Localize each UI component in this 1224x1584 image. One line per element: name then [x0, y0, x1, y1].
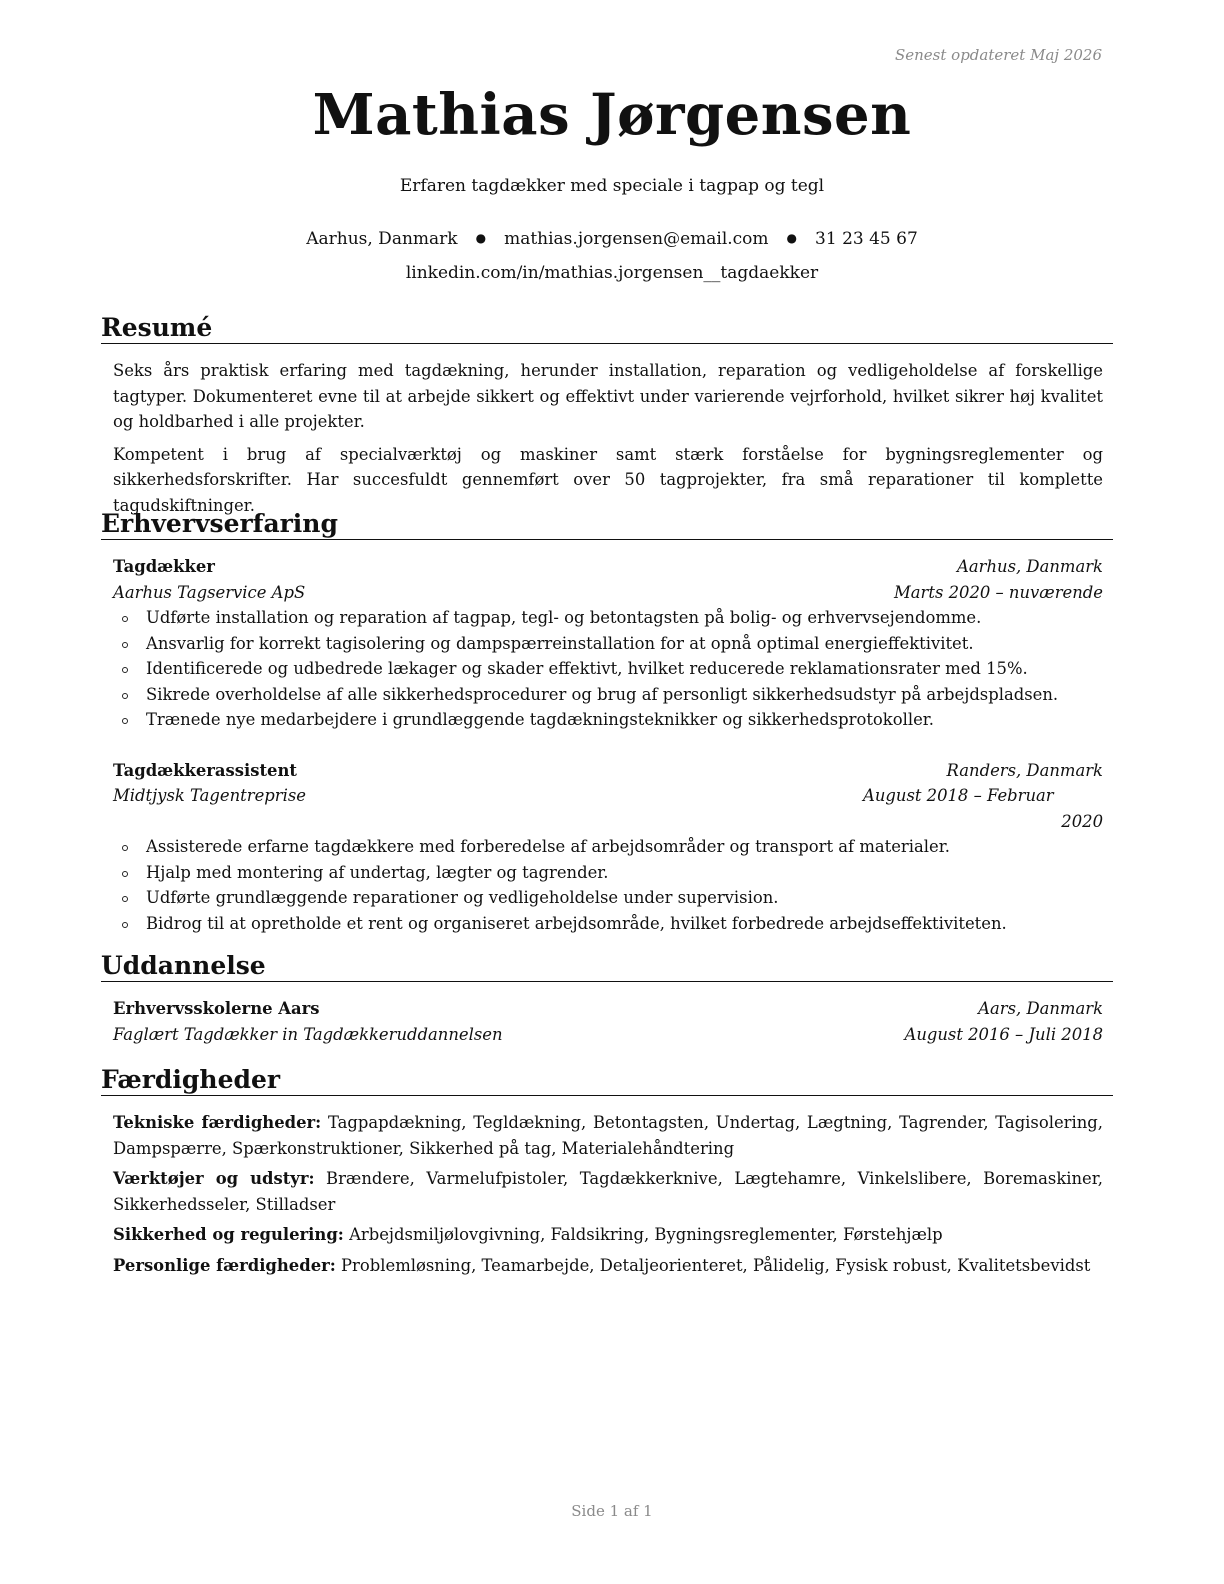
skill-group [113, 1166, 1103, 1217]
summary-paragraph: Seks års praktisk erfaring med tagdækning, herunder installation, reparation og vedligeholdelse af forskellige tagtyper. Dokumenteret evne til at arbejde sikkert og effektivt under varierende vejrforhold, hvilket sikrer høj kvalitet og holdbarhed i alle projekter. [113, 361, 1103, 431]
job-entry [113, 554, 1103, 733]
contact-line [0, 229, 1224, 249]
list-item: Trænede nye medarbejdere i grundlæggende tagdækningsteknikker og sikkerhedsprotokoller. [113, 707, 1103, 733]
section-title: Uddannelse [101, 951, 1113, 982]
list-item: Identificerede og udbedrede lækager og skader effektivt, hvilket reducerede reklamationsrater med 15%. [113, 656, 1103, 682]
candidate-name: Mathias Jørgensen [312, 82, 912, 148]
job-location: Randers, Danmark [946, 760, 1103, 780]
education-dates: August 2016 – Juli 2018 [904, 1024, 1103, 1044]
job-dates-line: August 2018 – Februar [863, 786, 1054, 805]
school-name: Erhvervsskolerne Aars [113, 999, 320, 1018]
skill-text: Arbejdsmiljølovgivning, Faldsikring, Bygningsreglementer, Førstehjælp [349, 1225, 943, 1244]
skill-text: Problemløsning, Teamarbejde, Detaljeorienteret, Pålidelig, Fysisk robust, Kvalitetsbevidst [341, 1255, 1091, 1275]
section-title: Resumé [101, 313, 1113, 344]
location: Aarhus, Danmark [306, 229, 458, 249]
summary-paragraph: Kompetent i brug af specialværktøj og maskiner samt stærk forståelse for bygningsreglementer og sikkerhedsforskrifter. Har succesfuldt gennemført over 50 tagprojekter, fra små reparationer til komplette tagudskiftninger. [113, 444, 1103, 515]
skills-section [101, 1065, 1113, 1278]
linkedin-link[interactable]: linkedin.com/in/mathias.jorgensen__tagdaekker [405, 263, 819, 283]
phone: 31 23 45 67 [815, 229, 918, 249]
list-item: Assisterede erfarne tagdækkere med forberedelse af arbejdsområder og transport af materialer. [113, 834, 1103, 860]
job-company: Midtjysk Tagentreprise [113, 786, 306, 805]
skill-group [113, 1110, 1103, 1161]
job-role: Tagdækkerassistent [113, 760, 297, 780]
list-item: Ansvarlig for korrekt tagisolering og dampspærreinstallation for at opnå optimal energieffektivitet. [113, 631, 1103, 657]
last-updated: Senest opdateret Maj 2026 [894, 46, 1102, 64]
job-company: Aarhus Tagservice ApS [113, 582, 306, 602]
skill-group [113, 1253, 1103, 1279]
skill-label: Personlige færdigheder: [113, 1255, 336, 1275]
skill-label: Tekniske færdigheder: [113, 1113, 322, 1132]
skill-group [113, 1222, 1103, 1248]
list-item: Udførte grundlæggende reparationer og vedligeholdelse under supervision. [113, 885, 1103, 911]
skill-text: Brændere, Varmelufpistoler, Tagdækkerknive, Lægtehamre, Vinkelslibere, Boremaskiner, Sikkerhedsseler, Stilladser [113, 1169, 1103, 1214]
list-item: Hjalp med montering af undertag, lægter og tagrender. [113, 860, 1103, 886]
page-number: Side 1 af 1 [571, 1502, 653, 1520]
job-dates-line: 2020 [1061, 811, 1103, 831]
experience-section [101, 509, 1113, 936]
list-item: Sikrede overholdelse af alle sikkerhedsprocedurer og brug af personligt sikkerhedsudstyr på arbejdspladsen. [113, 682, 1103, 708]
skill-label: Sikkerhed og regulering: [113, 1225, 344, 1244]
skill-text: Tagpapdækning, Tegldækning, Betontagsten, Undertag, Lægtning, Tagrender, Tagisolering, Dampspærre, Spærkonstruktioner, Sikkerhed på tag, Materialehåndtering [113, 1113, 1103, 1158]
list-item: Bidrog til at opretholde et rent og organiseret arbejdsområde, hvilket forbedrede arbejdseffektiviteten. [113, 911, 1103, 937]
section-title: Færdigheder [101, 1065, 1113, 1096]
list-item: Udførte installation og reparation af tagpap, tegl- og betontagsten på bolig- og erhvervsejendomme. [113, 605, 1103, 631]
skill-label: Værktøjer og udstyr: [113, 1169, 315, 1188]
bullet-separator: ● [786, 231, 798, 245]
job-role: Tagdækker [113, 557, 215, 576]
section-title: Erhvervserfaring [101, 509, 1113, 540]
summary-section [101, 313, 1113, 518]
job-location: Aarhus, Danmark [957, 557, 1103, 576]
job-dates [863, 783, 1103, 834]
tagline: Erfaren tagdækker med speciale i tagpap og tegl [399, 176, 825, 196]
email-link[interactable]: mathias.jorgensen@email.com [504, 229, 769, 249]
job-entry [113, 758, 1103, 937]
education-section [101, 951, 1113, 1047]
bullet-separator: ● [475, 231, 487, 245]
school-location: Aars, Danmark [978, 999, 1103, 1018]
degree: Faglært Tagdækker in Tagdækkeruddannelsen [113, 1024, 503, 1044]
job-dates: Marts 2020 – nuværende [894, 582, 1103, 602]
